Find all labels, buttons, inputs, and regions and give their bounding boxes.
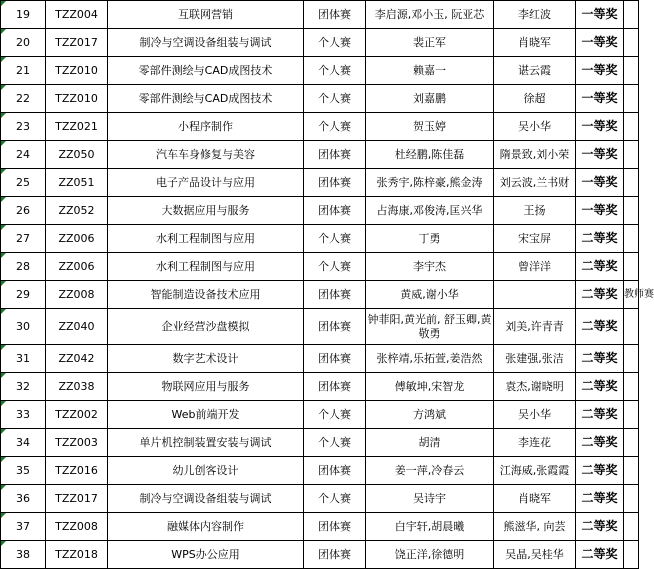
teacher-names-cell[interactable]: 吴小华 bbox=[494, 401, 576, 429]
student-names-cell[interactable]: 李宇杰 bbox=[366, 253, 494, 281]
student-names-cell[interactable]: 李启源,邓小玉, 阮亚芯 bbox=[366, 1, 494, 29]
event-name-cell[interactable]: 电子产品设计与应用 bbox=[108, 169, 304, 197]
event-code-cell[interactable]: TZZ003 bbox=[46, 429, 108, 457]
row-number-cell[interactable]: 27 bbox=[1, 225, 46, 253]
row-number-cell[interactable]: 36 bbox=[1, 485, 46, 513]
remark-cell[interactable] bbox=[624, 429, 639, 457]
table-row[interactable] bbox=[1, 29, 639, 57]
student-names-cell[interactable]: 饶正洋,徐德明 bbox=[366, 541, 494, 569]
teacher-names-cell[interactable]: 吴晶,吴桂华 bbox=[494, 541, 576, 569]
teacher-names-cell[interactable] bbox=[494, 281, 576, 309]
teacher-names-cell[interactable]: 王扬 bbox=[494, 197, 576, 225]
row-number-cell[interactable]: 26 bbox=[1, 197, 46, 225]
award-level-cell[interactable]: 二等奖 bbox=[576, 345, 624, 373]
event-code-cell[interactable]: TZZ002 bbox=[46, 401, 108, 429]
award-level-cell[interactable]: 二等奖 bbox=[576, 429, 624, 457]
event-type-cell[interactable]: 个人赛 bbox=[304, 429, 366, 457]
event-code-cell[interactable]: ZZ052 bbox=[46, 197, 108, 225]
student-names-cell[interactable]: 白宇轩,胡晨曦 bbox=[366, 513, 494, 541]
row-number-cell[interactable]: 37 bbox=[1, 513, 46, 541]
table-row[interactable] bbox=[1, 141, 639, 169]
row-number-cell[interactable]: 35 bbox=[1, 457, 46, 485]
student-names-cell[interactable]: 刘嘉鹏 bbox=[366, 85, 494, 113]
teacher-names-cell[interactable]: 张建强,张洁 bbox=[494, 345, 576, 373]
award-level-cell[interactable]: 二等奖 bbox=[576, 401, 624, 429]
award-level-cell[interactable]: 二等奖 bbox=[576, 485, 624, 513]
table-row[interactable] bbox=[1, 513, 639, 541]
event-type-cell[interactable]: 个人赛 bbox=[304, 401, 366, 429]
event-type-cell[interactable]: 团体赛 bbox=[304, 541, 366, 569]
student-names-cell[interactable]: 钟菲阳,黄光前, 舒玉卿,黄敬勇 bbox=[366, 309, 494, 345]
award-level-cell[interactable]: 二等奖 bbox=[576, 253, 624, 281]
event-name-cell[interactable]: 互联网营销 bbox=[108, 1, 304, 29]
event-type-cell[interactable]: 团体赛 bbox=[304, 345, 366, 373]
row-number-cell[interactable]: 24 bbox=[1, 141, 46, 169]
student-names-cell[interactable]: 吴诗宇 bbox=[366, 485, 494, 513]
row-number-cell[interactable]: 19 bbox=[1, 1, 46, 29]
row-number-cell[interactable]: 34 bbox=[1, 429, 46, 457]
teacher-names-cell[interactable]: 肖晓军 bbox=[494, 485, 576, 513]
event-name-cell[interactable]: 零部件测绘与CAD成图技术 bbox=[108, 85, 304, 113]
row-number-cell[interactable]: 20 bbox=[1, 29, 46, 57]
event-name-cell[interactable]: 数字艺术设计 bbox=[108, 345, 304, 373]
table-row[interactable] bbox=[1, 541, 639, 569]
award-level-cell[interactable]: 二等奖 bbox=[576, 541, 624, 569]
award-level-cell[interactable]: 一等奖 bbox=[576, 141, 624, 169]
teacher-names-cell[interactable]: 江海威,张霞霞 bbox=[494, 457, 576, 485]
remark-cell[interactable] bbox=[624, 541, 639, 569]
student-names-cell[interactable]: 贺玉婷 bbox=[366, 113, 494, 141]
remark-cell[interactable] bbox=[624, 457, 639, 485]
event-type-cell[interactable]: 团体赛 bbox=[304, 281, 366, 309]
event-code-cell[interactable]: ZZ042 bbox=[46, 345, 108, 373]
award-level-cell[interactable]: 一等奖 bbox=[576, 57, 624, 85]
student-names-cell[interactable]: 丁勇 bbox=[366, 225, 494, 253]
remark-cell[interactable] bbox=[624, 225, 639, 253]
table-row[interactable] bbox=[1, 57, 639, 85]
table-row[interactable] bbox=[1, 281, 639, 309]
event-code-cell[interactable]: TZZ008 bbox=[46, 513, 108, 541]
event-code-cell[interactable]: TZZ021 bbox=[46, 113, 108, 141]
event-name-cell[interactable]: 制冷与空调设备组装与调试 bbox=[108, 29, 304, 57]
teacher-names-cell[interactable]: 袁杰,谢晓明 bbox=[494, 373, 576, 401]
remark-cell[interactable] bbox=[624, 373, 639, 401]
table-row[interactable] bbox=[1, 485, 639, 513]
event-name-cell[interactable]: 单片机控制装置安装与调试 bbox=[108, 429, 304, 457]
row-number-cell[interactable]: 31 bbox=[1, 345, 46, 373]
award-level-cell[interactable]: 一等奖 bbox=[576, 197, 624, 225]
student-names-cell[interactable]: 裴正军 bbox=[366, 29, 494, 57]
student-names-cell[interactable]: 赖嘉一 bbox=[366, 57, 494, 85]
row-number-cell[interactable]: 22 bbox=[1, 85, 46, 113]
table-row[interactable] bbox=[1, 401, 639, 429]
award-level-cell[interactable]: 一等奖 bbox=[576, 113, 624, 141]
event-code-cell[interactable]: TZZ018 bbox=[46, 541, 108, 569]
event-name-cell[interactable]: 汽车车身修复与美容 bbox=[108, 141, 304, 169]
event-type-cell[interactable]: 团体赛 bbox=[304, 309, 366, 345]
event-name-cell[interactable]: WPS办公应用 bbox=[108, 541, 304, 569]
remark-cell[interactable] bbox=[624, 169, 639, 197]
remark-cell[interactable] bbox=[624, 513, 639, 541]
event-name-cell[interactable]: 智能制造设备技术应用 bbox=[108, 281, 304, 309]
table-row[interactable] bbox=[1, 345, 639, 373]
remark-cell[interactable] bbox=[624, 253, 639, 281]
event-name-cell[interactable]: 幼儿创客设计 bbox=[108, 457, 304, 485]
event-type-cell[interactable]: 个人赛 bbox=[304, 225, 366, 253]
event-type-cell[interactable]: 个人赛 bbox=[304, 57, 366, 85]
row-number-cell[interactable]: 30 bbox=[1, 309, 46, 345]
remark-cell[interactable] bbox=[624, 85, 639, 113]
table-row[interactable] bbox=[1, 85, 639, 113]
remark-cell[interactable] bbox=[624, 113, 639, 141]
student-names-cell[interactable]: 黄威,谢小华 bbox=[366, 281, 494, 309]
event-type-cell[interactable]: 个人赛 bbox=[304, 113, 366, 141]
event-type-cell[interactable]: 团体赛 bbox=[304, 1, 366, 29]
row-number-cell[interactable]: 23 bbox=[1, 113, 46, 141]
table-row[interactable] bbox=[1, 429, 639, 457]
event-name-cell[interactable]: 水利工程制图与应用 bbox=[108, 225, 304, 253]
row-number-cell[interactable]: 33 bbox=[1, 401, 46, 429]
remark-cell[interactable] bbox=[624, 1, 639, 29]
remark-cell[interactable] bbox=[624, 345, 639, 373]
table-row[interactable] bbox=[1, 197, 639, 225]
student-names-cell[interactable]: 张秀宇,陈梓豪,熊金涛 bbox=[366, 169, 494, 197]
award-level-cell[interactable]: 二等奖 bbox=[576, 281, 624, 309]
teacher-names-cell[interactable]: 李红波 bbox=[494, 1, 576, 29]
event-type-cell[interactable]: 个人赛 bbox=[304, 253, 366, 281]
teacher-names-cell[interactable]: 熊滋华, 向芸 bbox=[494, 513, 576, 541]
student-names-cell[interactable]: 张梓靖,乐拓萱,姜浩然 bbox=[366, 345, 494, 373]
event-code-cell[interactable]: TZZ017 bbox=[46, 485, 108, 513]
teacher-names-cell[interactable]: 肖晓军 bbox=[494, 29, 576, 57]
event-name-cell[interactable]: 零部件测绘与CAD成图技术 bbox=[108, 57, 304, 85]
event-type-cell[interactable]: 团体赛 bbox=[304, 169, 366, 197]
award-level-cell[interactable]: 二等奖 bbox=[576, 513, 624, 541]
event-name-cell[interactable]: 小程序制作 bbox=[108, 113, 304, 141]
table-row[interactable] bbox=[1, 225, 639, 253]
remark-cell[interactable] bbox=[624, 29, 639, 57]
student-names-cell[interactable]: 傅敏坤,宋智龙 bbox=[366, 373, 494, 401]
award-level-cell[interactable]: 二等奖 bbox=[576, 457, 624, 485]
event-code-cell[interactable]: TZZ017 bbox=[46, 29, 108, 57]
event-code-cell[interactable]: ZZ050 bbox=[46, 141, 108, 169]
event-name-cell[interactable]: 企业经营沙盘模拟 bbox=[108, 309, 304, 345]
remark-cell[interactable]: 教师赛 bbox=[624, 281, 639, 309]
event-name-cell[interactable]: 水利工程制图与应用 bbox=[108, 253, 304, 281]
event-name-cell[interactable]: 融媒体内容制作 bbox=[108, 513, 304, 541]
event-type-cell[interactable]: 个人赛 bbox=[304, 29, 366, 57]
student-names-cell[interactable]: 姜一萍,冷春云 bbox=[366, 457, 494, 485]
teacher-names-cell[interactable]: 曾洋洋 bbox=[494, 253, 576, 281]
table-row[interactable] bbox=[1, 253, 639, 281]
table-row[interactable] bbox=[1, 309, 639, 345]
student-names-cell[interactable]: 杜经鹏,陈佳磊 bbox=[366, 141, 494, 169]
row-number-cell[interactable]: 21 bbox=[1, 57, 46, 85]
teacher-names-cell[interactable]: 谌云霞 bbox=[494, 57, 576, 85]
award-level-cell[interactable]: 一等奖 bbox=[576, 169, 624, 197]
student-names-cell[interactable]: 方鸿斌 bbox=[366, 401, 494, 429]
remark-cell[interactable] bbox=[624, 309, 639, 345]
event-type-cell[interactable]: 个人赛 bbox=[304, 85, 366, 113]
event-code-cell[interactable]: TZZ010 bbox=[46, 57, 108, 85]
remark-cell[interactable] bbox=[624, 485, 639, 513]
student-names-cell[interactable]: 胡清 bbox=[366, 429, 494, 457]
event-type-cell[interactable]: 个人赛 bbox=[304, 485, 366, 513]
teacher-names-cell[interactable]: 刘美,许青青 bbox=[494, 309, 576, 345]
teacher-names-cell[interactable]: 徐超 bbox=[494, 85, 576, 113]
table-row[interactable] bbox=[1, 457, 639, 485]
award-table-body bbox=[1, 1, 654, 569]
table-row[interactable] bbox=[1, 169, 639, 197]
event-type-cell[interactable]: 团体赛 bbox=[304, 373, 366, 401]
table-row[interactable] bbox=[1, 1, 639, 29]
row-number-cell[interactable]: 25 bbox=[1, 169, 46, 197]
event-name-cell[interactable]: 制冷与空调设备组装与调试 bbox=[108, 485, 304, 513]
remark-cell[interactable] bbox=[624, 197, 639, 225]
award-level-cell[interactable]: 一等奖 bbox=[576, 85, 624, 113]
remark-cell[interactable] bbox=[624, 57, 639, 85]
remark-cell[interactable] bbox=[624, 141, 639, 169]
event-type-cell[interactable]: 团体赛 bbox=[304, 197, 366, 225]
event-name-cell[interactable]: 大数据应用与服务 bbox=[108, 197, 304, 225]
event-code-cell[interactable]: TZZ004 bbox=[46, 1, 108, 29]
award-level-cell[interactable]: 二等奖 bbox=[576, 225, 624, 253]
event-code-cell[interactable]: ZZ006 bbox=[46, 225, 108, 253]
award-level-cell[interactable]: 一等奖 bbox=[576, 1, 624, 29]
event-code-cell[interactable]: TZZ016 bbox=[46, 457, 108, 485]
teacher-names-cell[interactable]: 隋景致,刘小荣 bbox=[494, 141, 576, 169]
event-name-cell[interactable]: 物联网应用与服务 bbox=[108, 373, 304, 401]
award-level-cell[interactable]: 二等奖 bbox=[576, 373, 624, 401]
event-code-cell[interactable]: ZZ040 bbox=[46, 309, 108, 345]
table-row[interactable] bbox=[1, 113, 639, 141]
event-type-cell[interactable]: 团体赛 bbox=[304, 513, 366, 541]
event-code-cell[interactable]: ZZ051 bbox=[46, 169, 108, 197]
event-code-cell[interactable]: TZZ010 bbox=[46, 85, 108, 113]
teacher-names-cell[interactable]: 李连花 bbox=[494, 429, 576, 457]
event-type-cell[interactable]: 团体赛 bbox=[304, 141, 366, 169]
event-code-cell[interactable]: ZZ006 bbox=[46, 253, 108, 281]
teacher-names-cell[interactable]: 宋宝屏 bbox=[494, 225, 576, 253]
table-row[interactable] bbox=[1, 373, 639, 401]
event-code-cell[interactable]: ZZ038 bbox=[46, 373, 108, 401]
row-number-cell[interactable]: 29 bbox=[1, 281, 46, 309]
student-names-cell[interactable]: 占海康,邓俊涛,匡兴华 bbox=[366, 197, 494, 225]
award-level-cell[interactable]: 一等奖 bbox=[576, 29, 624, 57]
award-level-cell[interactable]: 二等奖 bbox=[576, 309, 624, 345]
row-number-cell[interactable]: 32 bbox=[1, 373, 46, 401]
row-number-cell[interactable]: 28 bbox=[1, 253, 46, 281]
event-name-cell[interactable]: Web前端开发 bbox=[108, 401, 304, 429]
event-code-cell[interactable]: ZZ008 bbox=[46, 281, 108, 309]
teacher-names-cell[interactable]: 刘云波,兰书财 bbox=[494, 169, 576, 197]
teacher-names-cell[interactable]: 吴小华 bbox=[494, 113, 576, 141]
remark-cell[interactable] bbox=[624, 401, 639, 429]
row-number-cell[interactable]: 38 bbox=[1, 541, 46, 569]
event-type-cell[interactable]: 团体赛 bbox=[304, 457, 366, 485]
